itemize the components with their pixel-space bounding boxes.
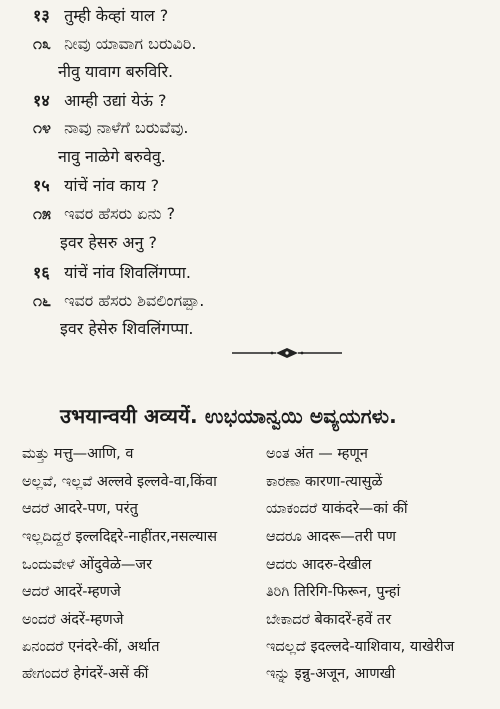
line-number: १३ xyxy=(33,6,50,25)
conjunction-right: ಆದರೂ आदरू—तरी पण xyxy=(266,529,397,545)
conjunction-right: ಆದರು आदरु-देखील xyxy=(266,557,372,573)
conjunction-left: ಆದರೆ आदरें-म्हणजे xyxy=(22,584,121,600)
line-text: यांचें नांव शिवलिंगप्पा. xyxy=(64,263,191,282)
dialogue-line xyxy=(33,34,196,54)
conjunction-left: ಮತ್ತು मत्तु—आणि, व xyxy=(22,446,134,462)
conjunction-right: ಇನ್ನು इन्नु-अजून, आणखी xyxy=(266,666,396,682)
conjunction-right: ಬೇಕಾದರೆ बेकादरें-हवें तर xyxy=(266,612,392,628)
dialogue-line xyxy=(33,118,188,138)
line-text: ನಾವು ನಾಳೆಗೆ ಬರುವೆವು. xyxy=(64,118,189,137)
line-number: ೧೫ xyxy=(33,204,51,223)
dialogue-line xyxy=(58,62,173,82)
line-text: आम्ही उद्यां येऊं ? xyxy=(64,91,167,110)
conjunction-left: ಆದರೆ आदरे-पण, परंतु xyxy=(22,501,138,517)
line-text: ಇವರ ಹೆಸರು ಏನು ? xyxy=(64,204,176,223)
line-text: नावु नाळेगे बरुवेवु. xyxy=(58,147,166,166)
line-text: ಇವರ ಹೆಸರು ಶಿವಲಿಂಗಪ್ಪಾ. xyxy=(64,291,205,310)
conjunction-left: ಒಂದುವೇಳೆ ओंदुवेळे—जर xyxy=(22,557,153,573)
dialogue-line xyxy=(58,147,166,167)
dialogue-line xyxy=(33,6,168,26)
line-text: ನೀವು ಯಾವಾಗ ಬರುವಿರಿ. xyxy=(64,34,197,53)
conjunction-right: ಕಾರಣಾ कारणा-त्यासुळें xyxy=(266,474,383,490)
line-text: यांचें नांव काय ? xyxy=(64,176,160,195)
dialogue-line xyxy=(60,233,157,253)
line-number: ೧೩ xyxy=(33,34,51,53)
dialogue-line xyxy=(60,319,194,339)
dialogue-line xyxy=(33,91,167,111)
dialogue-line xyxy=(33,204,175,224)
dialogue-line xyxy=(33,263,191,283)
conjunction-left: ಏನಂದರೆ एनंदरे-कीं, अर्थात xyxy=(22,639,160,655)
conjunction-right: ಅಂತ अंत — म्हणून xyxy=(266,446,368,462)
line-text: तुम्ही केव्हां याल ? xyxy=(64,6,169,25)
conjunction-right: ಯಾಕಂದರೆ याकंदरे—कां कीं xyxy=(266,501,408,517)
dialogue-line xyxy=(33,291,204,311)
conjunction-left: ಹೇಗಂದರೆ हेगंदरें-असें कीं xyxy=(22,666,149,682)
dialogue-line xyxy=(33,176,159,196)
conjunction-left: ಅಲ್ಲವೆ, ಇಲ್ಲವೆ अल्लवे इल्लवे-वा,किंवा xyxy=(22,474,217,490)
section-heading: उभयान्वयी अव्ययें. ಉಭಯಾನ್ವಯಿ ಅವ್ಯಯಗಳು. xyxy=(60,404,397,428)
line-number: ೧೪ xyxy=(33,118,51,137)
line-number: १४ xyxy=(33,91,50,110)
line-text: इवर हेसरु अनु ? xyxy=(60,233,158,252)
line-number: १५ xyxy=(33,176,50,195)
line-text: नीवु यावाग बरुविरि. xyxy=(58,62,174,81)
conjunction-left: ಇಲ್ಲದಿದ್ದರೆ इल्लदिद्दरे-नाहींतर,नसल्यास xyxy=(22,529,218,545)
conjunction-right: ತಿರಿಗಿ तिरिगि-फिरून, पुन्हां xyxy=(266,584,401,600)
line-text: इवर हेसेरु शिवलिंगप्पा. xyxy=(60,319,194,338)
line-number: १६ xyxy=(33,263,50,282)
ornament-divider xyxy=(232,347,342,359)
conjunction-left: ಅಂದರೆ अंदरें-म्हणजे xyxy=(22,612,124,628)
line-number: ೧೬ xyxy=(33,291,51,310)
conjunction-right: ಇದಲ್ಲದೆ इदल्लदे-याशिवाय, याखेरीज xyxy=(266,639,455,655)
